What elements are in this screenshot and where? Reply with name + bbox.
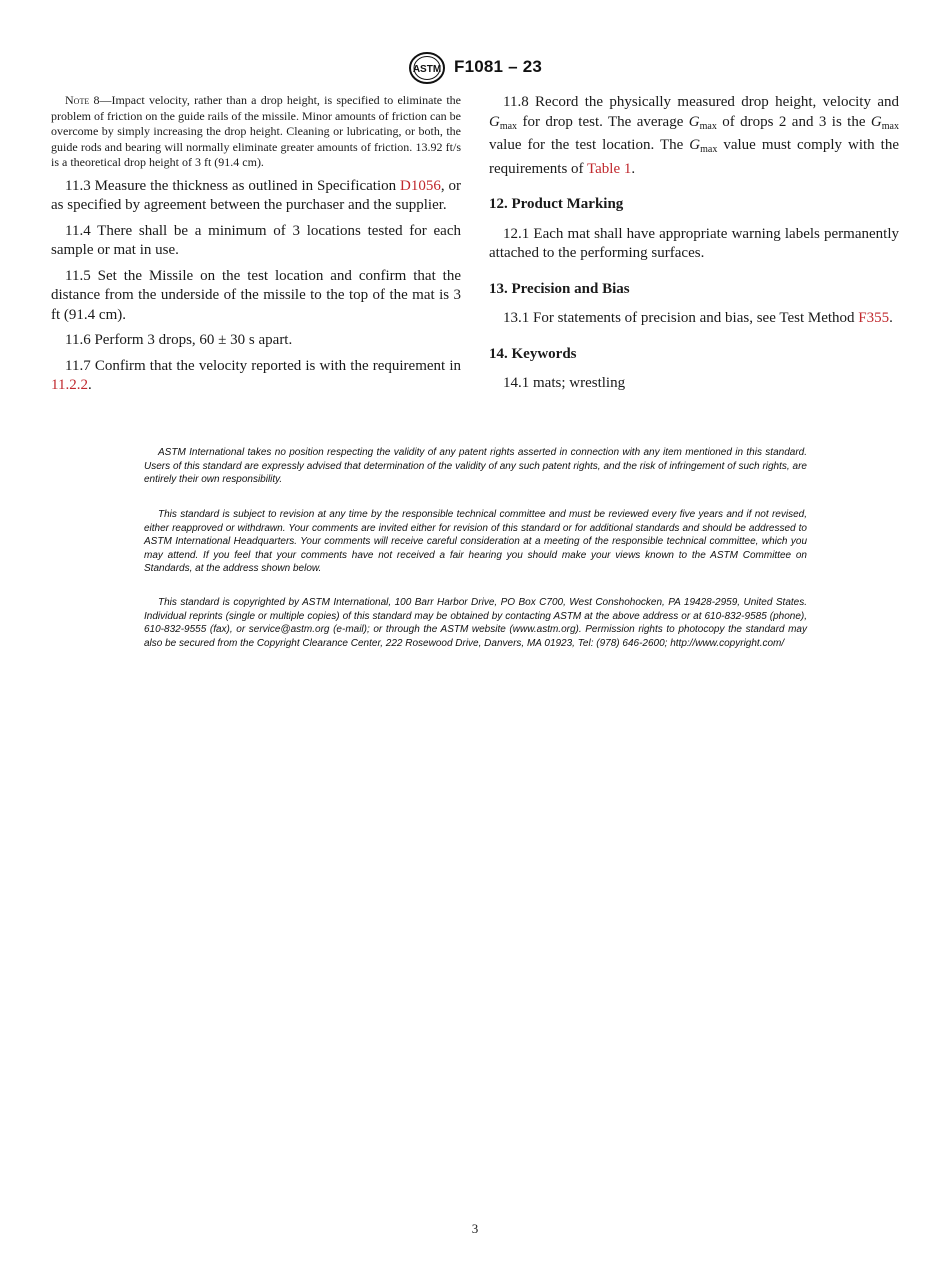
para-11-7-text: 11.7 Confirm that the velocity reported is with the requirement in xyxy=(65,357,461,374)
section-13-title: 13. Precision and Bias xyxy=(489,280,630,297)
section-14-title: 14. Keywords xyxy=(489,345,577,362)
para-11-8-text: 11.8 Record the physically measured drop height, velocity and xyxy=(503,94,899,110)
note-8 xyxy=(51,93,461,171)
astm-logo-text: ASTM xyxy=(412,64,442,75)
para-13-1-text: 13.1 For statements of precision and bias, see Test Method xyxy=(503,310,859,326)
para-11-8 xyxy=(489,93,899,179)
para-12-1: 12.1 Each mat shall have appropriate warning labels permanently attached to the performing surfaces. xyxy=(489,225,899,261)
max-subscript: max xyxy=(881,120,899,132)
para-13-1-text-end: . xyxy=(889,310,893,326)
page-number: 3 xyxy=(471,1221,479,1236)
para-11-8-text: of drops 2 and 3 is the xyxy=(716,113,871,130)
para-11-5: 11.5 Set the Missile on the test location and confirm that the distance from the underside of the missile to the top of the mat is 3 ft (91.4 cm). xyxy=(51,267,461,323)
para-11-6: 11.6 Perform 3 drops, 60 ± 30 s apart. xyxy=(65,332,293,349)
copyright-disclaimer-text: This standard is copyrighted by ASTM International, 100 Barr Harbor Drive, PO Box C700, West Conshohocken, PA 19428-2959, United States. Individual reprints (single or multiple copies) of this standard may be obtained by contacting ASTM at the above address or at 610-832-9585 (phone), 610-832-9555 (fax), or service@astm.org (e-mail); or through the ASTM website (www.astm.org). Permission rights to photocopy the standard may also be secured from the Copyright Clearance Center, 222 Rosewood Drive, Danvers, MA 01923, Tel: (978) 646-2600; http://www.copyright.com/ xyxy=(144,597,807,649)
para-11-4: 11.4 There shall be a minimum of 3 locations tested for each sample or mat in use. xyxy=(51,222,461,259)
para-11-3-text-end: , or as specified by agreement between the purchaser and the supplier. xyxy=(51,177,462,214)
left-column xyxy=(51,93,461,402)
link-d1056[interactable]: D1056 xyxy=(400,177,441,194)
link-11-2-2[interactable]: 11.2.2 xyxy=(51,377,88,394)
para-14-1: 14.1 mats; wrestling xyxy=(503,375,626,391)
g-symbol: G xyxy=(870,113,882,130)
para-11-7 xyxy=(51,357,461,396)
link-table-1[interactable]: Table 1 xyxy=(587,160,632,177)
page-header xyxy=(0,52,950,84)
max-subscript: max xyxy=(699,120,717,132)
para-11-3-text: 11.3 Measure the thickness as outlined in Specification xyxy=(65,177,401,194)
astm-logo xyxy=(408,52,446,84)
para-11-7-text-end: . xyxy=(87,377,92,394)
max-subscript: max xyxy=(499,120,518,132)
para-11-8-text-end: . xyxy=(631,160,636,177)
section-12-title: 12. Product Marking xyxy=(489,196,624,212)
max-subscript: max xyxy=(700,144,718,155)
right-column xyxy=(489,93,899,400)
g-symbol: G xyxy=(688,113,700,130)
patent-disclaimer-text: ASTM International takes no position respecting the validity of any patent rights asserted in connection with any item mentioned in this standard. Users of this standard are expressly advised that determination of the validity of any such patent rights, and the risk of infringement of such rights, are entirely their own responsibility. xyxy=(144,447,807,486)
copyright-disclaimer xyxy=(144,596,807,650)
patent-disclaimer xyxy=(144,446,807,487)
standard-designation: F1081 – 23 xyxy=(454,57,543,76)
para-11-8-text: for drop test. The average xyxy=(517,113,689,130)
link-f355[interactable]: F355 xyxy=(858,310,890,326)
para-11-8-text: value for the test location. The xyxy=(489,137,690,153)
revision-disclaimer xyxy=(144,508,807,576)
note-text: 8—Impact velocity, rather than a drop height, is specified to eliminate the problem of friction on the guide rails of the missile. Minor amounts of friction can be overcome by simply increasing the drop height. Cleaning or lubricating, or both, the guide rods and bearing will normally eliminate greater amounts of friction. 13.92 ft/s is a theoretical drop height of 3 ft (91.4 cm). xyxy=(51,93,461,170)
note-label: Note xyxy=(65,93,90,107)
revision-disclaimer-text: This standard is subject to revision at any time by the responsible technical committee and must be reviewed every five years and if not revised, either reapproved or withdrawn. Your comments are invited either for revision of this standard or for additional standards and should be addressed to ASTM International Headquarters. Your comments will receive careful consideration at a meeting of the responsible technical committee, which you may attend. If you feel that your comments have not received a fair hearing you should make your views known to the ASTM Committee on Standards, at the address shown below. xyxy=(144,509,807,575)
g-symbol: G xyxy=(489,113,500,130)
para-11-3 xyxy=(51,177,461,216)
g-symbol: G xyxy=(689,137,701,153)
para-13-1 xyxy=(489,309,899,329)
para-11-8-text: value must comply with the requirements of xyxy=(489,137,900,177)
